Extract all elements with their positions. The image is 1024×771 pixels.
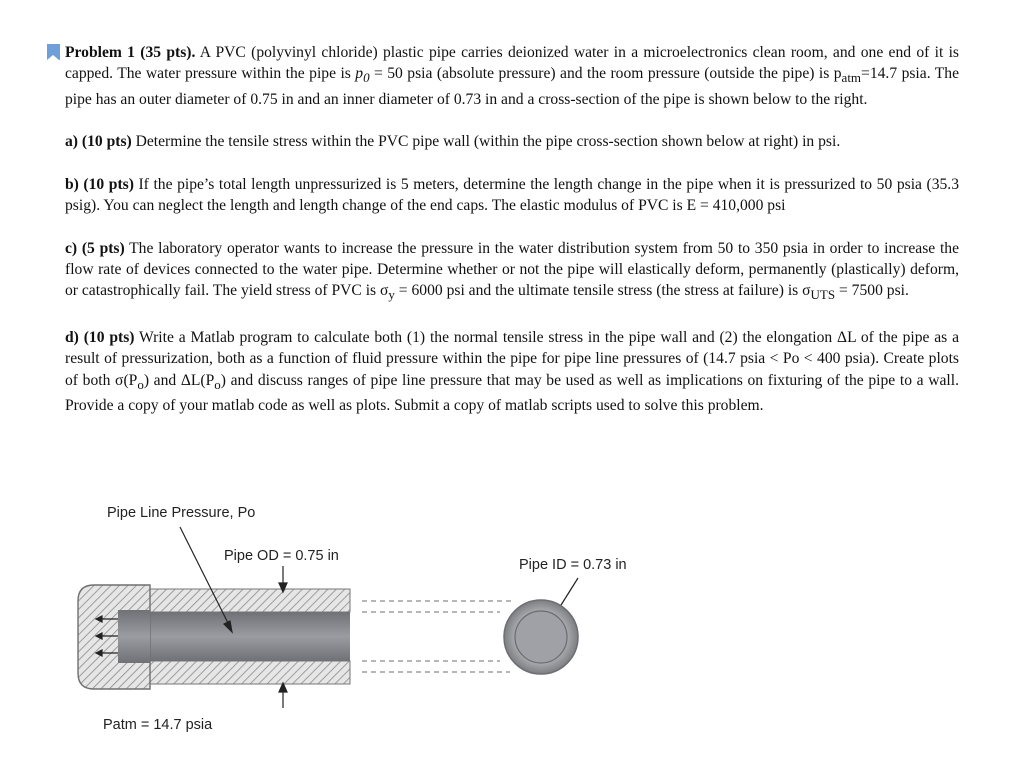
problem-title: Problem 1 (35 pts). (65, 44, 196, 61)
pipe-bottom-wall (150, 661, 350, 684)
pipe-top-wall (150, 589, 350, 612)
part-d-label: d) (10 pts) (65, 328, 135, 346)
part-d: d) (10 pts) Write a Matlab program to calculate both (1) the normal tensile stress in the pipe wall and (2) the elongation ΔL of the pipe as a result of pressurization, both as a function of fluid pressure within the pipe for pipe line pressures of (14.7 psia < Po < 400 psia). Create plots of both $\sigma(P_o)$ and $\Delta L(P_o)$ and discuss ranges of pipe line pressure that may be used as well as implications on fixturing of the pipe to a wall. Provide a copy of your matlab code as well as plots. Submit a copy of matlab scripts used to solve this problem. (65, 328, 960, 415)
pipe-id-label: Pipe ID = 0.73 in (519, 557, 627, 573)
part-b: b) (10 pts) If the pipe’s total length unpressurized is 5 meters, determine the length change in the pipe when it is pressurized to 50 psia (35.3 psig). You can neglect the length and length change of the end caps. The elastic modulus of PVC is E = 410,000 psi (65, 175, 959, 215)
cross-section-inner-bore (515, 611, 567, 663)
patm-label: Patm = 14.7 psia (103, 717, 213, 733)
pipe-bore (150, 612, 350, 661)
pipe-line-pressure-label: Pipe Line Pressure, Po (107, 505, 256, 521)
end-cap-cavity (118, 610, 150, 663)
dashed-projection-lines (362, 601, 512, 672)
pipe-side-view (78, 585, 350, 689)
part-c: c) (5 pts) The laboratory operator wants to increase the pressure in the water distribution system from 50 to 350 psia in order to increase the flow rate of devices connected to the water pipe. Determine whether or not the pipe will elastically deform, permanently (plastically) deform, or catastrophically fail. The yield stress of PVC is $\sigma_y = 6000$ psi and the ultimate tensile stress (the stress at failure) is $\sigma_{UTS} = 7500$ psi. (65, 239, 959, 303)
part-a: a) (10 pts) Determine the tensile stress within the PVC pipe wall (within the pipe cross-section shown below at right) in psi. (65, 133, 841, 151)
part-c-label: c) (5 pts) (65, 239, 125, 257)
pipe-od-label: Pipe OD = 0.75 in (224, 548, 339, 564)
pipe-cross-section (504, 600, 578, 674)
problem-statement: Problem 1 (35 pts). A PVC (polyvinyl chloride) plastic pipe carries deionized water in a microelectronics clean room, and one end of it is capped. The water pressure within the pipe is $p_0 = 50$ psia (absolute pressure) and the room pressure (outside the pipe) is $p_{atm}=14.7$ psia. The pipe has an outer diameter of 0.75 in and an inner diameter of 0.73 in and a cross-section of the pipe is shown below to the right. (65, 42, 959, 110)
part-b-label: b) (10 pts) (65, 175, 134, 193)
part-a-label: a) (10 pts) (65, 133, 132, 151)
